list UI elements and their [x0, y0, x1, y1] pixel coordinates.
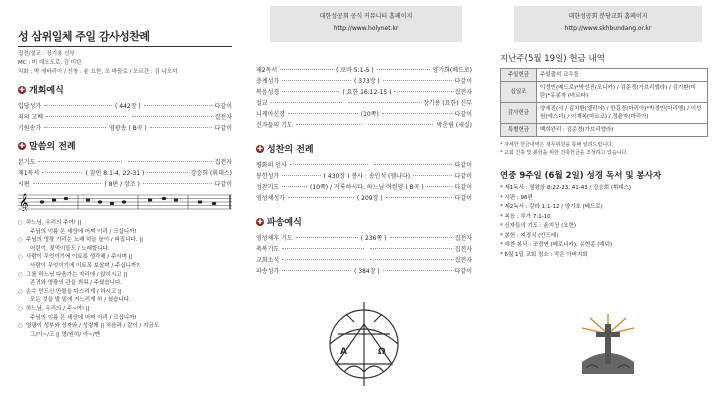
litany-line: ○ 하느님, 우리의 주여! || [18, 220, 82, 226]
service-row: 니케아신경 (10쪽) 다같이 [256, 111, 472, 118]
offering-notes: * 자세한 헌금내역은 재무위원을 통해 알려드립니다. * 교회 건축 및 봉헌을 위한 건축헌금을 조성하고 있습니다. [500, 142, 628, 156]
service-row: 본기도 집전자 [18, 159, 232, 166]
credit-line: MC : 미 데오도로, 김 미탄 [18, 60, 82, 66]
cross-bullet-icon: ✚ [257, 144, 263, 153]
litany-line: 주님의 이름 온 세상에 어찌 이리 / 크십니까! [30, 314, 137, 321]
table-row: 특별헌금 백희완리 : 김준경(가브리엘라) [501, 124, 708, 137]
list-item: * 봉헌 : 지경식 (안드레) [500, 232, 559, 239]
service-row: 신자들의 기도 박춘림 (세실) [256, 122, 473, 129]
service-row: 교회소식 집전자 [256, 257, 473, 264]
cross-bullet-icon: ✚ [257, 217, 263, 226]
service-row: 설교 장기용 (요한) 신부 [256, 100, 473, 107]
trinity-emblem-icon [316, 294, 412, 394]
credit-line: 집전/설교 : 장기용 신부 [18, 51, 75, 57]
list-item: * 6월 1일 교회 청소 : 작은 아버지회 [500, 251, 588, 258]
litany-line: ○ 주님의 영광 기리는 노래 하늘 높이 / 퍼집니다. || [18, 237, 143, 244]
litany-line: ○ 하느님, 우리의 / 주~여! || [18, 305, 90, 312]
section-heading-dismissal: ✚ 파송예식 [257, 217, 302, 228]
order-of-service-page-1 [0, 0, 240, 403]
banner-url-link[interactable]: http://www.skhbundang.or.kr [564, 25, 652, 32]
service-row: 층계성가 ( 373장 ) 다같이 [256, 78, 473, 85]
bible-readings-heading: 연중 9주일 (6월 2일) 성경 독서 및 봉사자 [500, 171, 662, 181]
service-row: 기원송가 영광송 ( B곡 ) 다같이 [18, 125, 233, 132]
word2-rows [256, 64, 472, 130]
church-site-banner [514, 6, 702, 42]
litany-line: ○ 그를 하느님 다음가는 자리에 / 앉히시고 || [18, 271, 128, 278]
service-row: 성찬기도 (10쪽) / 거룩하시다, 하느님 어린양 ( B곡 ) 다같이 [256, 184, 473, 191]
litany-line: 모든 것을 발 밑에 거느리게 하 / 셨습니다. [30, 297, 131, 304]
cross-bullet-icon: ✚ [19, 141, 25, 150]
word-rows [18, 156, 232, 189]
service-row: 시편 ( 8편 / 장조 ) 다같이 [18, 181, 232, 188]
svg-text:A: A [340, 347, 347, 357]
cross-bullet-icon: ✚ [19, 85, 25, 94]
title-divider [18, 46, 232, 47]
psalm-music-staff [18, 191, 232, 211]
section-heading-eucharist: ✚ 성찬의 전례 [257, 144, 314, 155]
service-row: 영성체성가 ( 209장 ) 다같이 [256, 195, 472, 202]
service-row: 제1독서 ( 잠언 8:1-4, 22-31 ) 강승희 (휘데스) [18, 170, 233, 177]
section-heading-opening: ✚ 개회예식 [19, 85, 64, 96]
community-site-banner [270, 6, 462, 42]
service-row: 복음성경 ( 요한 16:12-15 ) 집전자 [256, 89, 473, 96]
list-item: * 복음 : 루가 7:1-10 [500, 213, 551, 220]
psalm-litany [18, 219, 232, 339]
service-row: 입당성가 ( 442장 ) 다같이 [18, 103, 233, 110]
service-row: 제2독서 ( 로마 5:1-5 ) 양기희(베드로) [256, 67, 473, 74]
dismissal-rows [256, 232, 472, 276]
table-row: 주일헌금 주일출석 교우들 [501, 69, 708, 82]
service-row: 평화의 인사 다같이 [256, 162, 472, 169]
credit-line: 치화 : 박 에바리아 / 선창 : 윤 요한, 조 바돌로 / 오르간 : 김 나오미 [18, 69, 178, 75]
cross-on-hill-icon [578, 312, 638, 374]
list-item: * 제2독서 : 갈라 1:1-12 / 양기호 (베드로) [500, 204, 603, 210]
eucharist-rows [256, 159, 472, 203]
litany-line: 주님의 이름 온 세상에 어찌 이리 / 크십니까! [30, 228, 137, 235]
bible-readings-list [500, 184, 712, 260]
list-item: * 애찬 봉사 : 조정연 (베로니카), 유현종 (예덕) [500, 242, 613, 248]
offering-heading: 지난주(5월 19일) 헌금 내역 [500, 54, 605, 64]
litany-line: 어린이, 젖먹이들도 / 노래합니다. [30, 245, 110, 252]
service-row: 죄의 고백 집전자 [18, 114, 233, 121]
litany-line: 사람이 무엇이기에 이토록 보살펴 / 주십니까?. [30, 262, 141, 269]
svg-text:Ω: Ω [378, 347, 386, 357]
litany-line: ○ 손수 만드신 만물을 다스리게 / 하시고 || [18, 288, 122, 295]
svg-text:𝄞: 𝄞 [19, 193, 29, 211]
order-of-service-page-2 [240, 0, 480, 403]
service-row: 축복기도 집전자 [256, 246, 473, 253]
table-row: 십일조 이정빈(베드로)*박선진(모니카) / 김준경(가브리엘라) / 김기환(미탄)*유봉자 (마르타) [501, 82, 708, 103]
banner-title: 대한성공회 분당교회 홈페이지 [568, 13, 648, 20]
table-row: 감사헌금 양세진(샤 / 김치환(엘리야) / 한길경(마리아)*박정빈(마리엠) / 이성원(에스더) / 이재복(마르코) / 정윤자(마리아) [501, 103, 708, 124]
list-item: * 제1독서 : 열왕상 8:22-23, 41-43 / 강승희 (휘데스) [500, 185, 632, 191]
opening-rows [18, 100, 232, 133]
bulletin-title: 성 삼위일체 주일 감사성찬례 [18, 30, 150, 43]
service-row: 봉헌성가 ( 430장 ) 봉사 : 송인석 (엠나다) 다같이 [256, 173, 472, 180]
banner-title: 대한성공회 공식 커뮤니티 홈페이지 [319, 13, 413, 20]
credits [18, 50, 232, 77]
litany-line: ○ 사람이 무엇이기에 이토록 생각해 / 주시며 || [18, 254, 133, 261]
litany-line: 그/이~/고 || 영/원히/ 아~/멘 [30, 331, 100, 338]
list-item: * 시편 : 96편 [500, 194, 533, 201]
section-heading-word: ✚ 말씀의 전례 [19, 141, 76, 152]
offering-table [500, 68, 708, 137]
litany-line: 존귀와 영광의 관을 씌워 / 주셨습니다. [30, 280, 123, 287]
litany-line: ○ 영광이 성부와 성자와 / 성령께 || 처음과 / 같이 / 지금도 [18, 323, 160, 330]
list-item: * 신자들의 기도 : 윤지상 (요한) [500, 223, 577, 229]
service-row: 파송성가 ( 384장 ) 다같이 [256, 268, 473, 275]
banner-url-link[interactable]: http://www.holynet.kr [333, 25, 399, 32]
service-row: 영성체후 기도 ( 236쪽 ) 집전자 [256, 235, 473, 242]
